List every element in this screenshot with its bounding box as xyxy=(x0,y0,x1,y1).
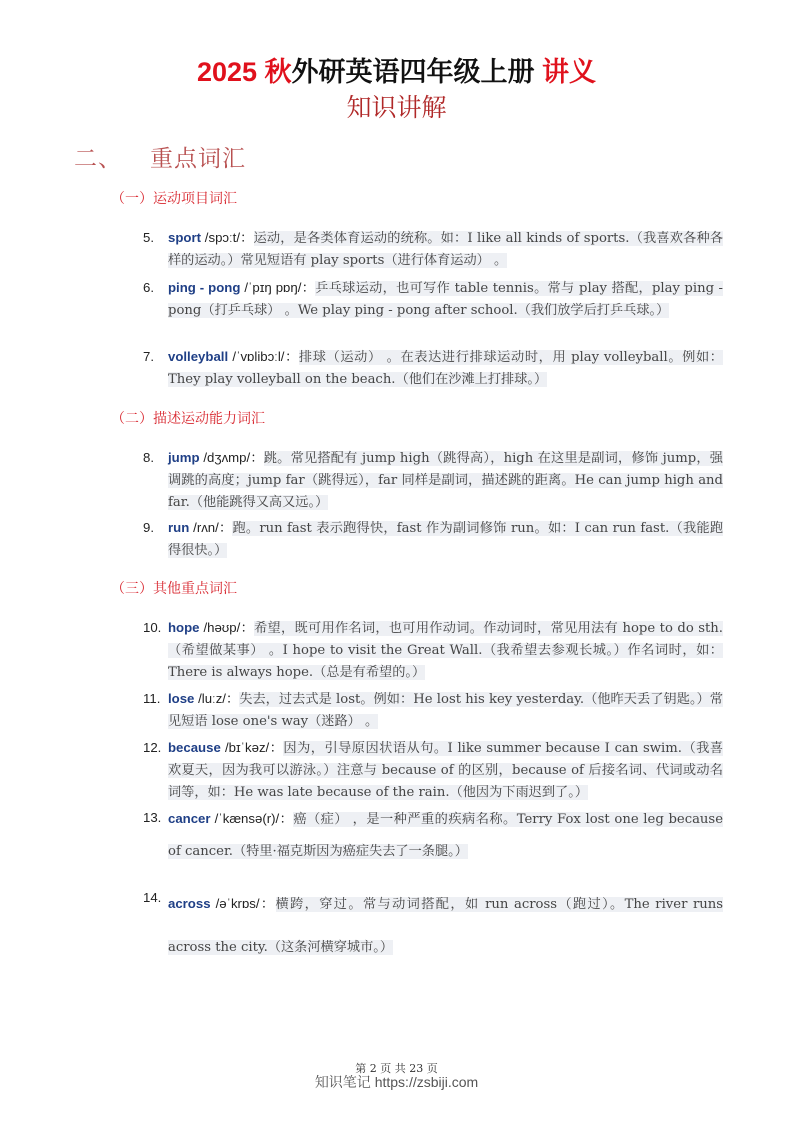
entry-word: sport xyxy=(168,230,201,245)
entry-phonetic: /bɪˈkəz/： xyxy=(220,740,284,755)
entry-number: 5. xyxy=(143,230,154,245)
group-heading-sports: （一）运动项目词汇 xyxy=(111,190,237,206)
title-year: 2025 xyxy=(196,57,258,87)
vocab-entry-lose xyxy=(143,688,723,732)
entry-number: 13. xyxy=(143,810,162,825)
vocab-entry-ping-pong xyxy=(143,277,723,321)
entry-phonetic: /rʌn/： xyxy=(189,520,233,535)
document-subtitle: 知识讲解 xyxy=(346,93,447,122)
entry-phonetic: /luːz/： xyxy=(194,691,240,706)
entry-definition: 失去，过去式是 lost。例如：He lost his key yesterday.（他昨天丢了钥匙。）常见短语 lose one's way（迷路） 。 xyxy=(168,692,723,729)
vocab-entry-jump xyxy=(143,447,723,513)
entry-word: hope xyxy=(168,620,200,635)
entry-word: cancer xyxy=(168,811,211,826)
title-autumn: 秋 xyxy=(264,57,292,87)
entry-definition: 跑。run fast 表示跑得快，fast 作为副词修饰 run。如：I can run fast.（我能跑得很快。） xyxy=(168,521,724,558)
title-main: 外研英语四年级上册 xyxy=(291,57,535,87)
section-number: 二、 xyxy=(74,146,122,172)
vocab-entry-hope xyxy=(143,617,723,683)
title-notes: 讲义 xyxy=(542,57,597,87)
entry-word: lose xyxy=(168,691,195,706)
entry-number: 10. xyxy=(143,620,162,635)
vocab-entry-cancer xyxy=(143,803,723,867)
vocab-entry-volleyball xyxy=(143,346,723,390)
entry-definition: 横跨，穿过。常与动词搭配，如 run across（跑过）。The river runs across the city.（这条河横穿城市。） xyxy=(168,897,724,955)
entry-definition: 癌（症） ，是一种严重的疾病名称。Terry Fox lost one leg because of cancer.（特里·福克斯因为癌症失去了一条腿。） xyxy=(168,812,724,859)
entry-number: 12. xyxy=(143,740,162,755)
entry-phonetic: /əˈkrɒs/： xyxy=(210,896,276,911)
entry-word: jump xyxy=(168,450,200,465)
entry-number: 6. xyxy=(143,280,154,295)
entry-phonetic: /ˈkænsə(r)/： xyxy=(210,811,294,826)
entry-phonetic: /ˈvɒlibɔːl/： xyxy=(228,349,299,364)
page-number: 第 2 页 共 23 页 xyxy=(355,1062,438,1075)
entry-number: 9. xyxy=(143,520,154,535)
entry-word: run xyxy=(168,520,190,535)
entry-phonetic: /dʒʌmp/： xyxy=(199,450,264,465)
vocab-entry-because xyxy=(143,737,723,803)
entry-number: 8. xyxy=(143,450,154,465)
entry-definition: 希望，既可用作名词，也可用作动词。作动词时，常见用法有 hope to do sth.（希望做某事） 。I hope to visit the Great Wall.（我希望去参观长城。）作名词时，如：There is always hope.（总是有希望的。） xyxy=(168,621,723,680)
entry-word: ping - pong xyxy=(168,280,241,295)
entry-phonetic: /ˈpɪŋ pɒŋ/： xyxy=(240,280,316,295)
vocab-entry-run xyxy=(143,517,723,561)
group-heading-ability: （二）描述运动能力词汇 xyxy=(111,410,265,426)
entry-definition: 因为，引导原因状语从句。I like summer because I can swim.（我喜欢夏天，因为我可以游泳。）注意与 because of 的区别，because of 后接名词、代词或动名词等，如：He was late because of the rain.（他因为下雨迟到了。） xyxy=(168,741,724,800)
entry-number: 7. xyxy=(143,349,154,364)
entry-word: because xyxy=(168,740,221,755)
section-heading xyxy=(74,140,246,173)
entry-number: 11. xyxy=(143,691,161,706)
section-title: 重点词汇 xyxy=(150,146,246,172)
group-heading-other: （三）其他重点词汇 xyxy=(111,580,237,596)
entry-word: volleyball xyxy=(168,349,229,364)
vocab-entry-across xyxy=(143,883,723,969)
document-title xyxy=(0,54,793,90)
entry-definition: 运动，是各类体育运动的统称。如：I like all kinds of sports.（我喜欢各种各样的运动。）常见短语有 play sports（进行体育运动） 。 xyxy=(168,231,724,268)
entry-definition: 排球（运动） 。在表达进行排球运动时，用 play volleyball。例如：They play volleyball on the beach.（他们在沙滩上打排球。） xyxy=(168,350,723,387)
entry-phonetic: /həʊp/： xyxy=(199,620,255,635)
vocab-entry-sport xyxy=(143,227,723,271)
entry-definition: 跳。常见搭配有 jump high（跳得高），high 在这里是副词，修饰 jump，强调跳的高度；jump far（跳得远），far 同样是副词，描述跳的距离。He can jump high and far.（他能跳得又高又远。） xyxy=(168,451,723,510)
entry-phonetic: /spɔːt/： xyxy=(200,230,254,245)
entry-word: across xyxy=(168,896,211,911)
site-watermark: 知识笔记 https://zsbiji.com xyxy=(314,1074,479,1090)
entry-definition: 乒乓球运动，也可写作 table tennis。常与 play 搭配，play ping - pong（打乒乓球） 。We play ping - pong after school.（我们放学后打乒乓球。） xyxy=(168,281,723,318)
entry-number: 14. xyxy=(143,890,162,905)
